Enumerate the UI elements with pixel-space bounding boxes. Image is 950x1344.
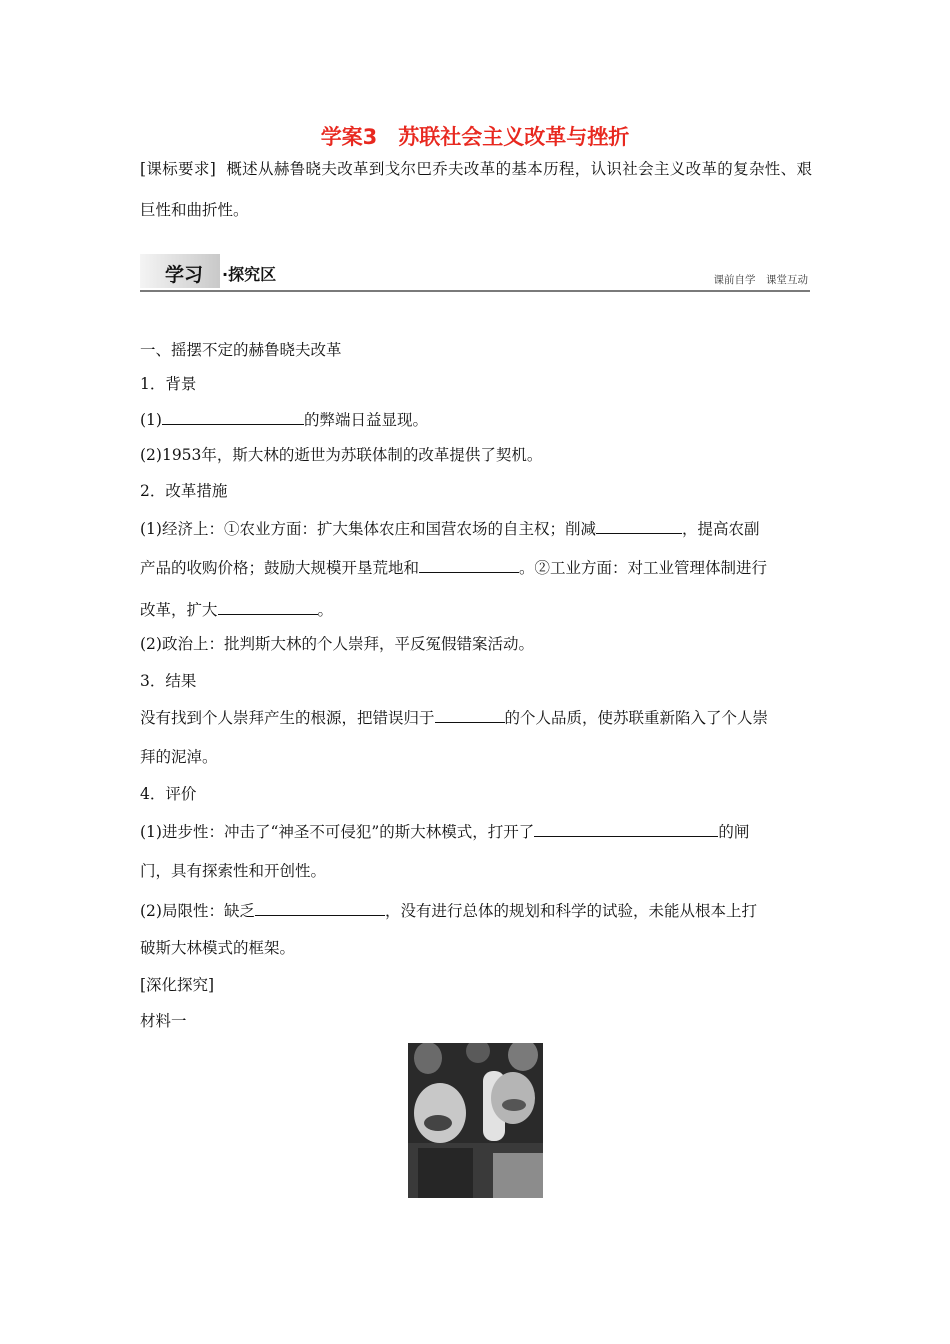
curriculum-requirement [140,149,812,231]
banner-right: 课前自学 课堂互动 [713,274,808,286]
text-line: 门，具有探索性和开创性。 [140,862,327,880]
item-heading: 3．结果 [140,672,197,690]
text-span: 的闸 [718,823,750,841]
text-span: 的个人品质，使苏联重新陷入了个人崇 [504,709,769,727]
fill-blank[interactable] [218,599,318,615]
text-span: 改革，扩大 [140,601,218,619]
text-span: (1)进步性：冲击了“神圣不可侵犯”的斯大林模式，打开了 [140,823,535,841]
text-span: (1) [140,411,162,429]
text-span: ，没有进行总体的规划和科学的试验，未能从根本上打 [384,902,757,920]
text-span: 的弊端日益显现。 [303,411,428,429]
text-span: ，提高农副 [681,520,760,538]
text-span: 。 [317,601,334,619]
fill-blank[interactable] [596,518,682,534]
fill-blank[interactable] [534,821,718,837]
text-span: 。②工业方面：对工业管理体制进行 [519,559,768,577]
section-banner [140,250,810,294]
photo-illustration [408,1043,543,1198]
text-line: 拜的泥淖。 [140,748,218,766]
text-line [140,409,812,430]
section-heading: 一、摇摆不定的赫鲁晓夫改革 [140,341,342,359]
material-label: 材料一 [140,1012,187,1030]
text-line [140,707,812,728]
text-line: (2)1953年，斯大林的逝世为苏联体制的改革提供了契机。 [140,446,543,464]
fill-blank[interactable] [419,557,519,573]
banner-sub: ·探究区 [222,265,277,284]
material-photo [408,1043,543,1198]
fill-blank[interactable] [162,409,304,425]
text-line [140,900,812,921]
text-line: 破斯大林模式的框架。 [140,939,296,957]
text-line [140,557,812,578]
text-line [140,599,812,620]
page-title: 学案3 苏联社会主义改革与挫折 [320,125,630,149]
text-span: 没有找到个人崇拜产生的根源，把错误归于 [140,709,435,727]
text-line: (2)政治上：批判斯大林的个人崇拜，平反冤假错案活动。 [140,635,534,653]
fill-blank[interactable] [255,900,385,916]
item-heading: 2．改革措施 [140,482,228,500]
text-span: (2)局限性：缺乏 [140,902,255,920]
item-heading: 4．评价 [140,785,197,803]
fill-blank[interactable] [435,707,505,723]
text-line [140,518,812,539]
text-line [140,821,812,842]
banner-main: 学习 [165,264,204,286]
subsection-heading: [深化探究] [140,976,215,994]
text-span: (1)经济上：①农业方面：扩大集体农庄和国营农场的自主权；削减 [140,520,596,538]
requirement-text: 概述从赫鲁晓夫改革到戈尔巴乔夫改革的基本历程，认识社会主义改革的复杂性、艰巨性和曲折性。 [140,160,812,219]
item-heading: 1．背景 [140,375,197,393]
text-span: 产品的收购价格；鼓励大规模开垦荒地和 [140,559,420,577]
banner-rule [140,290,810,292]
requirement-label: [课标要求] [140,160,216,178]
